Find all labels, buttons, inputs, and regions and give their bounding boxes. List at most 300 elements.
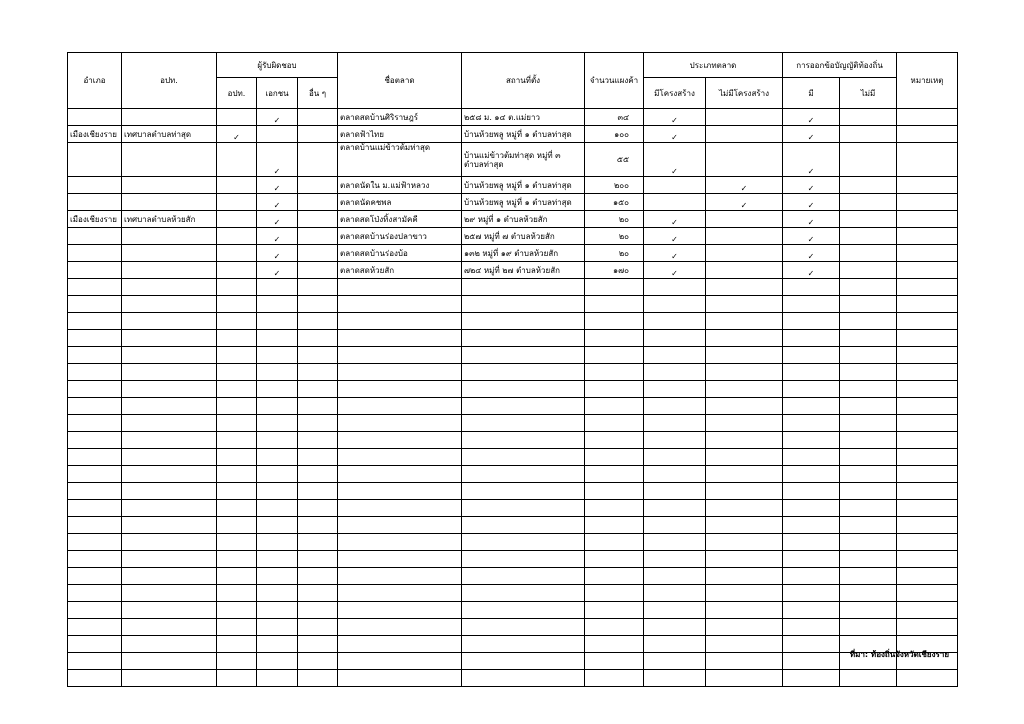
location-cell: [462, 398, 585, 415]
has-structure-check: [644, 194, 706, 211]
stalls-cell: ๒๐: [585, 211, 644, 228]
resp-other-check: [298, 211, 338, 228]
location-cell: [462, 483, 585, 500]
resp-lao-check: [217, 619, 257, 636]
no-structure-check: [706, 245, 783, 262]
resp-private-check: [257, 381, 298, 398]
lao-cell: [122, 296, 217, 313]
location-cell: [462, 619, 585, 636]
resp-private-check: [257, 568, 298, 585]
resp-other-check: [298, 568, 338, 585]
ordinance-has-check: [783, 500, 840, 517]
resp-private-check: [257, 670, 298, 687]
location-cell: ๒๕๘ ม. ๑๔ ต.แม่ยาว: [462, 109, 585, 126]
market-name-cell: [338, 534, 462, 551]
lao-cell: [122, 109, 217, 126]
stalls-cell: [585, 364, 644, 381]
stalls-cell: [585, 483, 644, 500]
market-name-cell: [338, 296, 462, 313]
district-cell: [68, 177, 122, 194]
remarks-cell: [897, 670, 958, 687]
ordinance-has-not-check: [840, 313, 897, 330]
location-cell: [462, 279, 585, 296]
remarks-cell: [897, 211, 958, 228]
has-structure-check: [644, 279, 706, 296]
resp-other-check: [298, 449, 338, 466]
resp-lao-check: [217, 109, 257, 126]
resp-other-check: [298, 296, 338, 313]
district-cell: [68, 466, 122, 483]
header-ordinance-has: มี: [783, 78, 840, 109]
stalls-cell: ๒๐๐: [585, 177, 644, 194]
lao-cell: [122, 619, 217, 636]
resp-other-check: [298, 500, 338, 517]
market-name-cell: [338, 551, 462, 568]
resp-lao-check: [217, 500, 257, 517]
header-lao: อปท.: [122, 53, 217, 109]
ordinance-has-not-check: [840, 551, 897, 568]
remarks-cell: [897, 109, 958, 126]
stalls-cell: [585, 381, 644, 398]
district-cell: [68, 296, 122, 313]
resp-lao-check: [217, 568, 257, 585]
ordinance-has-check: [783, 330, 840, 347]
resp-other-check: [298, 602, 338, 619]
has-structure-check: ✓: [644, 245, 706, 262]
lao-cell: [122, 364, 217, 381]
location-cell: บ้านห้วยพลู หมู่ที่ ๑ ตำบลท่าสุด: [462, 177, 585, 194]
district-cell: [68, 245, 122, 262]
ordinance-has-not-check: [840, 296, 897, 313]
ordinance-has-check: [783, 415, 840, 432]
location-cell: [462, 534, 585, 551]
ordinance-has-not-check: [840, 228, 897, 245]
header-responsible: ผู้รับผิดชอบ: [217, 53, 338, 78]
no-structure-check: [706, 228, 783, 245]
has-structure-check: ✓: [644, 211, 706, 228]
resp-lao-check: [217, 483, 257, 500]
stalls-cell: [585, 466, 644, 483]
table-row: [68, 126, 958, 143]
market-name-cell: [338, 653, 462, 670]
market-name-cell: [338, 636, 462, 653]
header-has-structure: มีโครงสร้าง: [644, 78, 706, 109]
remarks-cell: [897, 126, 958, 143]
lao-cell: [122, 500, 217, 517]
ordinance-has-not-check: [840, 500, 897, 517]
stalls-cell: [585, 585, 644, 602]
resp-other-check: [298, 636, 338, 653]
resp-private-check: [257, 585, 298, 602]
lao-cell: [122, 568, 217, 585]
resp-private-check: ✓: [257, 262, 298, 279]
no-structure-check: [706, 568, 783, 585]
resp-other-check: [298, 126, 338, 143]
resp-private-check: [257, 449, 298, 466]
has-structure-check: [644, 313, 706, 330]
location-cell: [462, 432, 585, 449]
no-structure-check: [706, 211, 783, 228]
resp-private-check: ✓: [257, 228, 298, 245]
resp-other-check: [298, 415, 338, 432]
stalls-cell: [585, 500, 644, 517]
has-structure-check: [644, 568, 706, 585]
empty-table-row: [68, 636, 958, 653]
resp-other-check: [298, 381, 338, 398]
market-name-cell: [338, 670, 462, 687]
stalls-cell: ๒๐: [585, 245, 644, 262]
location-cell: ๒๕๗ หมู่ที่ ๗ ตำบลห้วยสัก: [462, 228, 585, 245]
ordinance-has-not-check: [840, 279, 897, 296]
stalls-cell: [585, 296, 644, 313]
ordinance-has-check: [783, 449, 840, 466]
stalls-cell: [585, 432, 644, 449]
has-structure-check: [644, 330, 706, 347]
table-row: [68, 262, 958, 279]
resp-lao-check: [217, 296, 257, 313]
resp-private-check: [257, 636, 298, 653]
location-cell: [462, 500, 585, 517]
header-location: สถานที่ตั้ง: [462, 53, 585, 109]
remarks-cell: [897, 500, 958, 517]
remarks-cell: [897, 551, 958, 568]
remarks-cell: [897, 517, 958, 534]
has-structure-check: [644, 177, 706, 194]
empty-table-row: [68, 619, 958, 636]
resp-other-check: [298, 534, 338, 551]
has-structure-check: [644, 381, 706, 398]
empty-table-row: [68, 330, 958, 347]
remarks-cell: [897, 279, 958, 296]
resp-private-check: [257, 432, 298, 449]
remarks-cell: [897, 296, 958, 313]
district-cell: [68, 483, 122, 500]
ordinance-has-not-check: [840, 177, 897, 194]
district-cell: [68, 534, 122, 551]
location-cell: [462, 364, 585, 381]
location-cell: [462, 551, 585, 568]
district-cell: [68, 500, 122, 517]
resp-private-check: [257, 534, 298, 551]
stalls-cell: [585, 330, 644, 347]
empty-table-row: [68, 381, 958, 398]
no-structure-check: [706, 296, 783, 313]
resp-lao-check: [217, 585, 257, 602]
resp-other-check: [298, 619, 338, 636]
table-row: [68, 109, 958, 126]
resp-private-check: [257, 126, 298, 143]
remarks-cell: [897, 432, 958, 449]
remarks-cell: [897, 347, 958, 364]
lao-cell: [122, 483, 217, 500]
lao-cell: [122, 415, 217, 432]
resp-lao-check: [217, 653, 257, 670]
no-structure-check: ✓: [706, 194, 783, 211]
ordinance-has-check: ✓: [783, 109, 840, 126]
no-structure-check: [706, 262, 783, 279]
ordinance-has-check: [783, 585, 840, 602]
ordinance-has-check: [783, 636, 840, 653]
resp-private-check: [257, 279, 298, 296]
resp-other-check: [298, 330, 338, 347]
resp-private-check: [257, 517, 298, 534]
no-structure-check: [706, 381, 783, 398]
has-structure-check: [644, 534, 706, 551]
ordinance-has-not-check: [840, 449, 897, 466]
stalls-cell: [585, 534, 644, 551]
ordinance-has-check: [783, 364, 840, 381]
ordinance-has-not-check: [840, 483, 897, 500]
resp-private-check: ✓: [257, 211, 298, 228]
resp-private-check: [257, 296, 298, 313]
empty-table-row: [68, 415, 958, 432]
ordinance-has-not-check: [840, 568, 897, 585]
district-cell: [68, 194, 122, 211]
table-row: [68, 211, 958, 228]
has-structure-check: ✓: [644, 126, 706, 143]
has-structure-check: [644, 296, 706, 313]
has-structure-check: [644, 517, 706, 534]
location-cell: บ้านห้วยพลู หมู่ที่ ๑ ตำบลท่าสุด: [462, 126, 585, 143]
remarks-cell: [897, 398, 958, 415]
district-cell: [68, 568, 122, 585]
resp-lao-check: [217, 313, 257, 330]
empty-table-row: [68, 500, 958, 517]
has-structure-check: [644, 619, 706, 636]
lao-cell: [122, 432, 217, 449]
lao-cell: [122, 449, 217, 466]
stalls-cell: [585, 517, 644, 534]
market-name-cell: [338, 517, 462, 534]
market-name-cell: [338, 500, 462, 517]
lao-cell: [122, 262, 217, 279]
table-row: [68, 245, 958, 262]
no-structure-check: ✓: [706, 177, 783, 194]
remarks-cell: [897, 262, 958, 279]
resp-private-check: [257, 313, 298, 330]
has-structure-check: [644, 483, 706, 500]
district-cell: [68, 364, 122, 381]
resp-private-check: [257, 619, 298, 636]
location-cell: [462, 449, 585, 466]
empty-table-row: [68, 449, 958, 466]
empty-table-row: [68, 534, 958, 551]
resp-lao-check: [217, 211, 257, 228]
no-structure-check: [706, 517, 783, 534]
table-row: [68, 228, 958, 245]
has-structure-check: [644, 364, 706, 381]
lao-cell: [122, 347, 217, 364]
no-structure-check: [706, 483, 783, 500]
has-structure-check: [644, 636, 706, 653]
district-cell: [68, 636, 122, 653]
ordinance-has-not-check: [840, 330, 897, 347]
has-structure-check: ✓: [644, 109, 706, 126]
stalls-cell: [585, 551, 644, 568]
resp-other-check: [298, 143, 338, 177]
ordinance-has-not-check: [840, 211, 897, 228]
market-name-cell: [338, 466, 462, 483]
ordinance-has-not-check: [840, 534, 897, 551]
ordinance-has-check: [783, 313, 840, 330]
district-cell: [68, 517, 122, 534]
ordinance-has-not-check: [840, 517, 897, 534]
location-cell: ๒๙ หมู่ที่ ๑ ตำบลห้วยสัก: [462, 211, 585, 228]
ordinance-has-check: [783, 534, 840, 551]
no-structure-check: [706, 398, 783, 415]
remarks-cell: [897, 619, 958, 636]
resp-lao-check: [217, 330, 257, 347]
ordinance-has-check: [783, 432, 840, 449]
lao-cell: [122, 381, 217, 398]
location-cell: [462, 517, 585, 534]
no-structure-check: [706, 143, 783, 177]
empty-table-row: [68, 432, 958, 449]
lao-cell: [122, 143, 217, 177]
resp-lao-check: [217, 636, 257, 653]
market-name-cell: [338, 398, 462, 415]
empty-table-row: [68, 602, 958, 619]
header-district: อำเภอ: [68, 53, 122, 109]
district-cell: [68, 313, 122, 330]
no-structure-check: [706, 551, 783, 568]
resp-lao-check: [217, 364, 257, 381]
district-cell: [68, 279, 122, 296]
resp-private-check: [257, 602, 298, 619]
resp-lao-check: [217, 602, 257, 619]
table-body: [68, 109, 958, 687]
lao-cell: เทศบาลตำบลห้วยสัก: [122, 211, 217, 228]
table-row: [68, 177, 958, 194]
market-name-cell: [338, 279, 462, 296]
market-name-cell: [338, 602, 462, 619]
ordinance-has-not-check: [840, 347, 897, 364]
remarks-cell: [897, 313, 958, 330]
ordinance-has-not-check: [840, 432, 897, 449]
district-cell: [68, 347, 122, 364]
remarks-cell: [897, 602, 958, 619]
no-structure-check: [706, 653, 783, 670]
market-name-cell: [338, 568, 462, 585]
district-cell: [68, 449, 122, 466]
stalls-cell: [585, 415, 644, 432]
no-structure-check: [706, 534, 783, 551]
resp-other-check: [298, 279, 338, 296]
stalls-cell: [585, 568, 644, 585]
remarks-cell: [897, 330, 958, 347]
market-name-cell: ตลาดสดโป่งทิ้งสามัคคี: [338, 211, 462, 228]
empty-table-row: [68, 585, 958, 602]
lao-cell: [122, 670, 217, 687]
lao-cell: [122, 177, 217, 194]
ordinance-has-check: ✓: [783, 228, 840, 245]
market-name-cell: ตลาดสดบ้านร่องบ้อ: [338, 245, 462, 262]
ordinance-has-check: [783, 551, 840, 568]
no-structure-check: [706, 500, 783, 517]
remarks-cell: [897, 466, 958, 483]
resp-private-check: [257, 330, 298, 347]
ordinance-has-check: ✓: [783, 177, 840, 194]
location-cell: [462, 670, 585, 687]
no-structure-check: [706, 602, 783, 619]
has-structure-check: [644, 347, 706, 364]
resp-other-check: [298, 194, 338, 211]
has-structure-check: [644, 602, 706, 619]
resp-lao-check: [217, 466, 257, 483]
ordinance-has-not-check: [840, 245, 897, 262]
ordinance-has-check: ✓: [783, 126, 840, 143]
location-cell: [462, 296, 585, 313]
resp-lao-check: [217, 432, 257, 449]
remarks-cell: [897, 415, 958, 432]
no-structure-check: [706, 619, 783, 636]
market-name-cell: ตลาดสดบ้านศิริราษฎร์: [338, 109, 462, 126]
resp-lao-check: [217, 517, 257, 534]
lao-cell: [122, 330, 217, 347]
no-structure-check: [706, 432, 783, 449]
district-cell: [68, 330, 122, 347]
stalls-cell: [585, 619, 644, 636]
resp-lao-check: [217, 279, 257, 296]
empty-table-row: [68, 653, 958, 670]
resp-lao-check: [217, 551, 257, 568]
district-cell: [68, 262, 122, 279]
resp-private-check: [257, 347, 298, 364]
lao-cell: [122, 602, 217, 619]
has-structure-check: [644, 432, 706, 449]
empty-table-row: [68, 517, 958, 534]
ordinance-has-check: ✓: [783, 143, 840, 177]
market-name-cell: [338, 381, 462, 398]
lao-cell: [122, 228, 217, 245]
stalls-cell: ๕๕: [585, 143, 644, 177]
market-name-cell: [338, 483, 462, 500]
remarks-cell: [897, 483, 958, 500]
resp-lao-check: [217, 449, 257, 466]
no-structure-check: [706, 330, 783, 347]
header-remarks: หมายเหตุ: [897, 53, 958, 109]
lao-cell: [122, 585, 217, 602]
resp-other-check: [298, 262, 338, 279]
lao-cell: [122, 194, 217, 211]
location-cell: [462, 313, 585, 330]
resp-private-check: [257, 500, 298, 517]
has-structure-check: [644, 449, 706, 466]
ordinance-has-check: [783, 670, 840, 687]
market-name-cell: [338, 432, 462, 449]
resp-other-check: [298, 347, 338, 364]
ordinance-has-not-check: [840, 466, 897, 483]
ordinance-has-not-check: [840, 109, 897, 126]
location-cell: ๗๒๔ หมู่ที่ ๒๗ ตำบลห้วยสัก: [462, 262, 585, 279]
no-structure-check: [706, 313, 783, 330]
has-structure-check: ✓: [644, 262, 706, 279]
ordinance-has-check: [783, 279, 840, 296]
resp-other-check: [298, 177, 338, 194]
district-cell: [68, 381, 122, 398]
empty-table-row: [68, 398, 958, 415]
lao-cell: [122, 398, 217, 415]
lao-cell: [122, 534, 217, 551]
remarks-cell: [897, 228, 958, 245]
resp-private-check: [257, 466, 298, 483]
lao-cell: [122, 279, 217, 296]
resp-private-check: ✓: [257, 143, 298, 177]
resp-other-check: [298, 670, 338, 687]
no-structure-check: [706, 279, 783, 296]
resp-other-check: [298, 228, 338, 245]
resp-private-check: ✓: [257, 109, 298, 126]
